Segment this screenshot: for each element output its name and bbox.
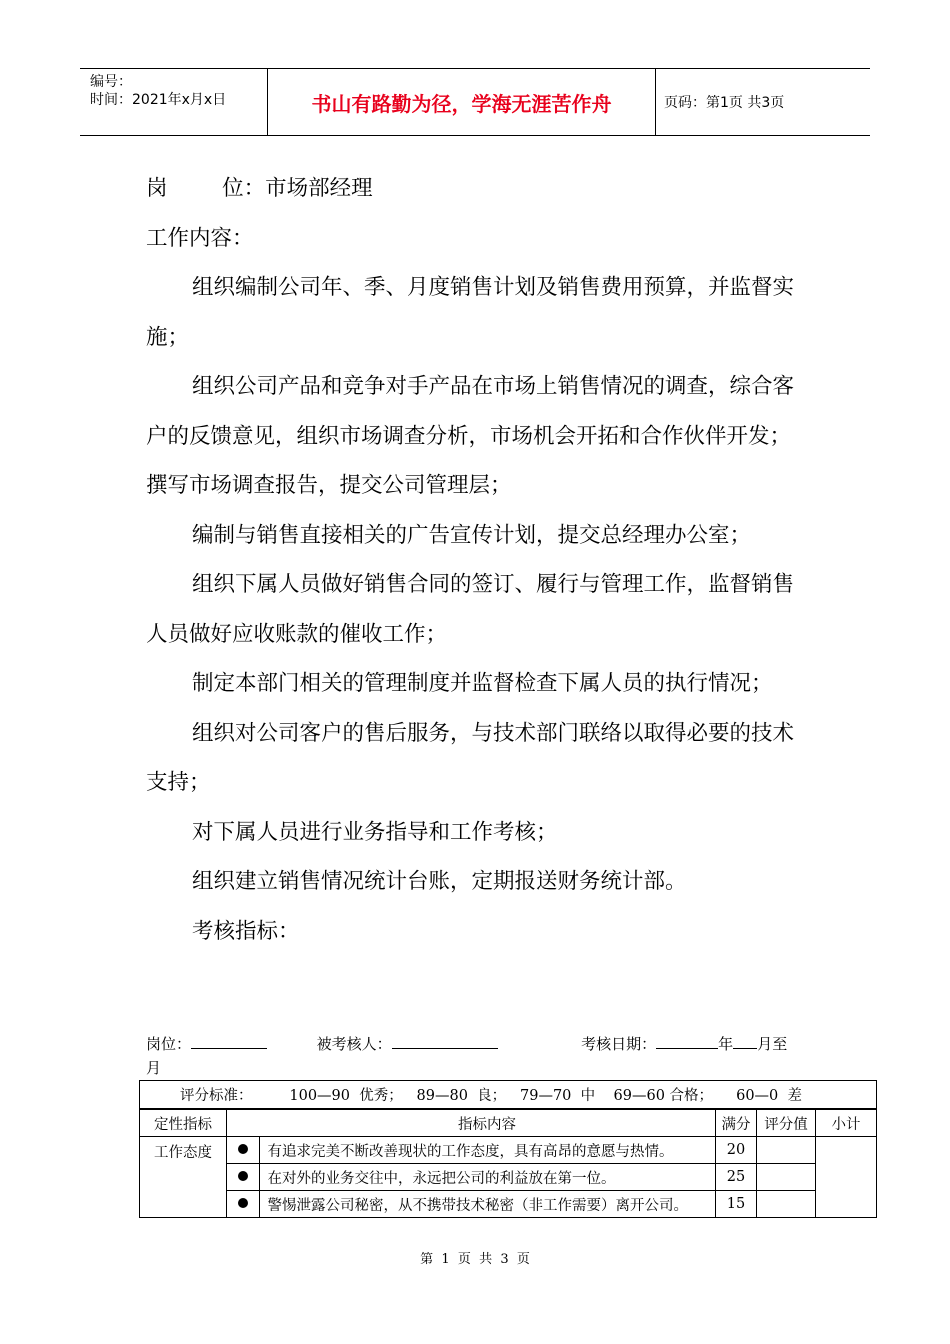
indicators-label: 考核指标： bbox=[192, 918, 300, 944]
paragraph: 对下属人员进行业务指导和工作考核； bbox=[192, 819, 558, 845]
table-row bbox=[140, 1191, 877, 1218]
table-row bbox=[140, 1164, 877, 1191]
bullet-icon-cell bbox=[227, 1137, 260, 1164]
scoring-standard: 评分标准： 100—90 优秀； 89—80 良； 79—70 中 69—60 合格； 60—0 差 bbox=[140, 1081, 877, 1110]
score-cell[interactable] bbox=[757, 1191, 816, 1218]
bullet-icon-cell bbox=[227, 1191, 260, 1218]
position-line: 岗 位：市场部经理 bbox=[146, 176, 373, 201]
header-page-info: 页码：第1页 共3页 bbox=[664, 95, 785, 111]
indicator-text: 有追求完美不断改善现状的工作态度，具有高昂的意愿与热情。 bbox=[259, 1137, 716, 1164]
header-meta bbox=[80, 69, 268, 135]
paragraph: 编制与销售直接相关的广告宣传计划，提交总经理办公室； bbox=[192, 522, 752, 548]
month-blank bbox=[733, 1036, 757, 1049]
header-number: 编号： bbox=[90, 74, 132, 90]
full-score: 20 bbox=[716, 1137, 757, 1164]
col-bullet-header bbox=[227, 1109, 260, 1137]
col-qualitative: 定性指标 bbox=[140, 1109, 227, 1137]
page-footer: 第 1 页 共 3 页 bbox=[420, 1252, 530, 1267]
year-label: 年 bbox=[718, 1035, 734, 1053]
col-score: 评分值 bbox=[757, 1109, 816, 1137]
indicator-text: 警惕泄露公司秘密，从不携带技术秘密（非工作需要）离开公司。 bbox=[259, 1191, 716, 1218]
indicator-text: 在对外的业务交往中，永远把公司的利益放在第一位。 bbox=[259, 1164, 716, 1191]
paragraph: 组织下属人员做好销售合同的签订、履行与管理工作，监督销售人员做好应收账款的催收工作； bbox=[146, 572, 795, 647]
month-label: 月 bbox=[146, 1059, 162, 1077]
assessment-info bbox=[146, 1032, 811, 1080]
category-cell: 工作态度 bbox=[140, 1137, 227, 1218]
date-label: 考核日期： bbox=[581, 1035, 657, 1053]
bullet-icon bbox=[238, 1144, 248, 1154]
month-to-label: 月至 bbox=[757, 1035, 788, 1053]
document-header bbox=[80, 68, 870, 136]
col-subtotal: 小计 bbox=[816, 1109, 877, 1137]
assessee-label: 被考核人： bbox=[316, 1035, 392, 1053]
document-body bbox=[146, 164, 811, 956]
paragraph: 组织公司产品和竞争对手产品在市场上销售情况的调查，综合客户的反馈意见，组织市场调查分析，市场机会开拓和合作伙伴开发；撰写市场调查报告，提交公司管理层； bbox=[146, 374, 795, 498]
bullet-icon bbox=[238, 1171, 248, 1181]
col-content: 指标内容 bbox=[259, 1109, 716, 1137]
col-full: 满分 bbox=[716, 1109, 757, 1137]
header-motto: 书山有路勤为径，学海无涯苦作舟 bbox=[268, 69, 656, 135]
paragraph: 组织对公司客户的售后服务，与技术部门联络以取得必要的技术支持； bbox=[146, 720, 795, 795]
bullet-icon-cell bbox=[227, 1164, 260, 1191]
header-time: 时间：2021年x月x日 bbox=[90, 92, 227, 108]
paragraph: 组织建立销售情况统计台账，定期报送财务统计部。 bbox=[192, 869, 687, 894]
post-blank bbox=[191, 1036, 267, 1049]
assessment-table bbox=[139, 1080, 877, 1218]
year-blank bbox=[656, 1036, 718, 1049]
full-score: 15 bbox=[716, 1191, 757, 1218]
bullet-icon bbox=[238, 1198, 248, 1208]
subtotal-cell[interactable] bbox=[816, 1137, 877, 1218]
paragraph: 组织编制公司年、季、月度销售计划及销售费用预算，并监督实施； bbox=[146, 275, 795, 350]
content-label: 工作内容： bbox=[146, 225, 254, 251]
post-label: 岗位： bbox=[146, 1035, 192, 1053]
score-cell[interactable] bbox=[757, 1164, 816, 1191]
paragraph: 制定本部门相关的管理制度并监督检查下属人员的执行情况； bbox=[192, 671, 773, 696]
assessee-blank bbox=[392, 1036, 498, 1049]
full-score: 25 bbox=[716, 1164, 757, 1191]
score-cell[interactable] bbox=[757, 1137, 816, 1164]
table-row bbox=[140, 1137, 877, 1164]
